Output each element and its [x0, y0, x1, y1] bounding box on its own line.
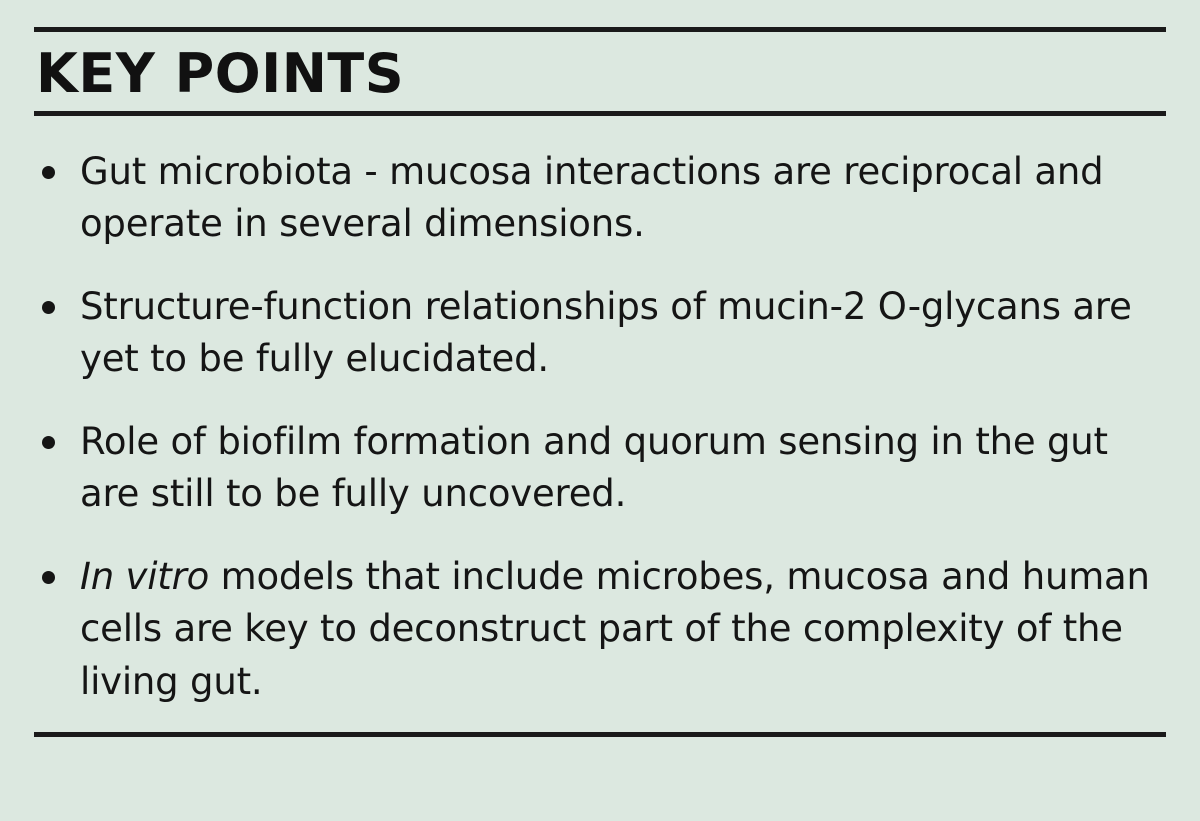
- list-item: [34, 551, 1166, 709]
- list-item: [34, 146, 1166, 251]
- top-divider: [34, 27, 1166, 32]
- list-item-text: Structure-function relationships of mucin-2 O-glycans are yet to be fully elucidated.: [80, 284, 1132, 381]
- list-item-text: models that include microbes, mucosa and human cells are key to deconstruct part of the complexity of the living gut.: [80, 554, 1150, 703]
- list-item: [34, 281, 1166, 386]
- bullet-icon: [42, 436, 55, 449]
- bottom-divider: [34, 732, 1166, 737]
- bullet-icon: [42, 571, 55, 584]
- list-item: [34, 416, 1166, 521]
- list-item-emphasis: In vitro: [80, 554, 210, 598]
- title-divider: [34, 111, 1166, 116]
- list-item-text: Role of biofilm formation and quorum sensing in the gut are still to be fully uncovered.: [80, 419, 1108, 516]
- bullet-icon: [42, 166, 55, 179]
- bullet-icon: [42, 301, 55, 314]
- list-item-text: Gut microbiota - mucosa interactions are reciprocal and operate in several dimensions.: [80, 149, 1104, 246]
- key-points-list: [34, 146, 1166, 709]
- page-title: KEY POINTS: [36, 42, 405, 105]
